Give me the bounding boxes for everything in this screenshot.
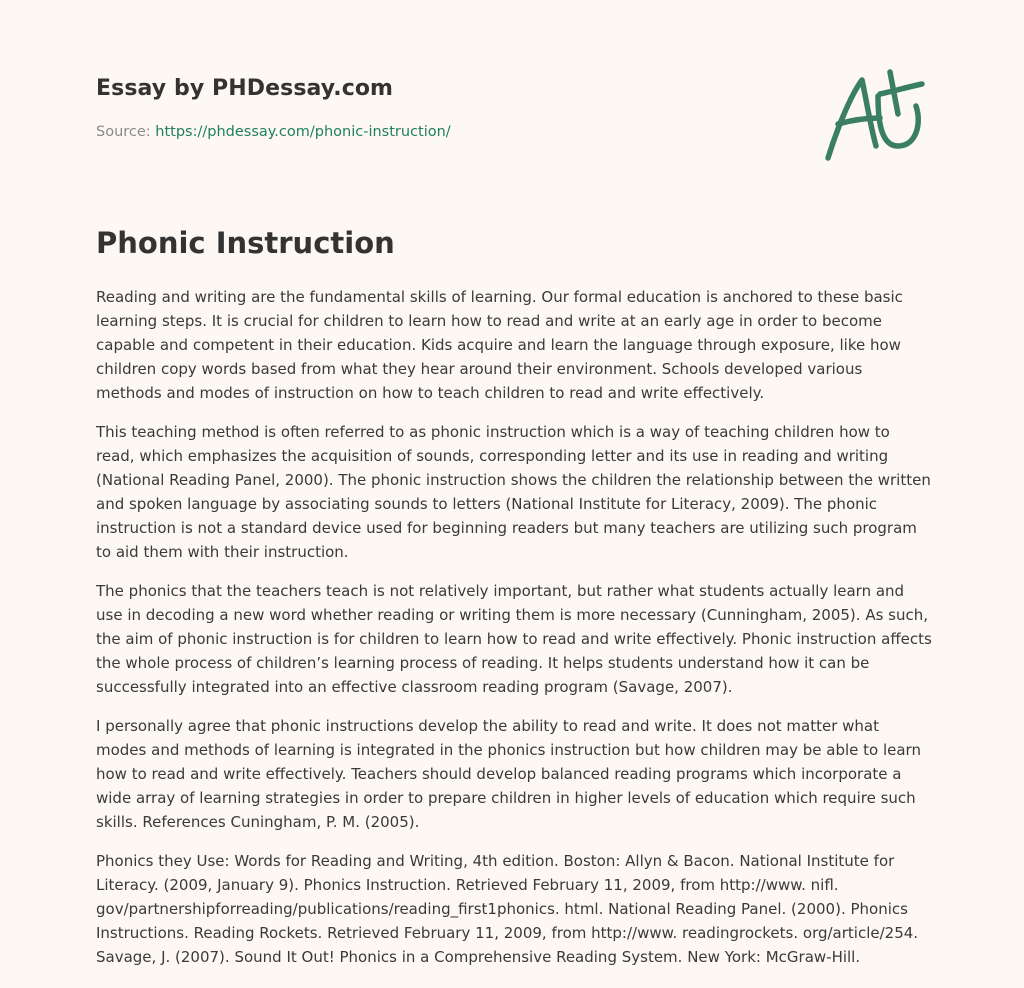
source-line xyxy=(96,124,451,140)
essay-body xyxy=(96,285,932,984)
essay-paragraph: I personally agree that phonic instructions develop the ability to read and write. It does not matter what modes and methods of learning is integrated in the phonics instruction but how children may be able to learn how to read and write effectively. Teachers should develop balanced reading programs which incorporate a wide array of learning strategies in order to prepare children in higher levels of education which require such skills. References Cuningham, P. M. (2005). xyxy=(96,717,921,831)
essay-paragraph: The phonics that the teachers teach is not relatively important, but rather what students actually learn and use in decoding a new word whether reading or writing them is more necessary (Cunningham, 2005). As such, the aim of phonic instruction is for children to learn how to read and write effectively. Phonic instruction affects the whole process of children’s learning process of reading. It helps students understand how it can be successfully integrated into an effective classroom reading program (Savage, 2007). xyxy=(96,582,932,696)
essay-title: Phonic Instruction xyxy=(96,226,395,260)
references-paragraph: Phonics they Use: Words for Reading and Writing, 4th edition. Boston: Allyn & Bacon. National Institute for Literacy. (2009, January 9). Phonics Instruction. Retrieved February 11, 2009, from http://www. nifl. gov/partnershipforreading/publications/reading_first1phonics. html. National Reading Panel. (2000). Phonics Instructions. Reading Rockets. Retrieved February 11, 2009, from http://www. readingrockets. org/article/254. Savage, J. (2007). Sound It Out! Phonics in a Comprehensive Reading System. New York: McGraw-Hill. xyxy=(96,852,919,966)
site-brand-title: Essay by PHDessay.com xyxy=(96,76,394,101)
essay-paragraph: Reading and writing are the fundamental skills of learning. Our formal education is anchored to these basic learning steps. It is crucial for children to learn how to read and write at an early age in order to become capable and competent in their education. Kids acquire and learn the language through exposure, like how children copy words based from what they hear around their environment. Schools developed various methods and modes of instruction on how to teach children to read and write effectively. xyxy=(96,288,903,402)
source-link[interactable]: https://phdessay.com/phonic-instruction/ xyxy=(155,124,451,140)
essay-paragraph: This teaching method is often referred to as phonic instruction which is a way of teaching children how to read, which emphasizes the acquisition of sounds, corresponding letter and its use in reading and writing (National Reading Panel, 2000). The phonic instruction shows the children the relationship between the written and spoken language by associating sounds to letters (National Institute for Literacy, 2009). The phonic instruction is not a standard device used for beginning readers but many teachers are utilizing such program to aid them with their instruction. xyxy=(96,423,931,561)
a-plus-grade-icon xyxy=(818,66,930,166)
source-label: Source: xyxy=(96,124,156,140)
